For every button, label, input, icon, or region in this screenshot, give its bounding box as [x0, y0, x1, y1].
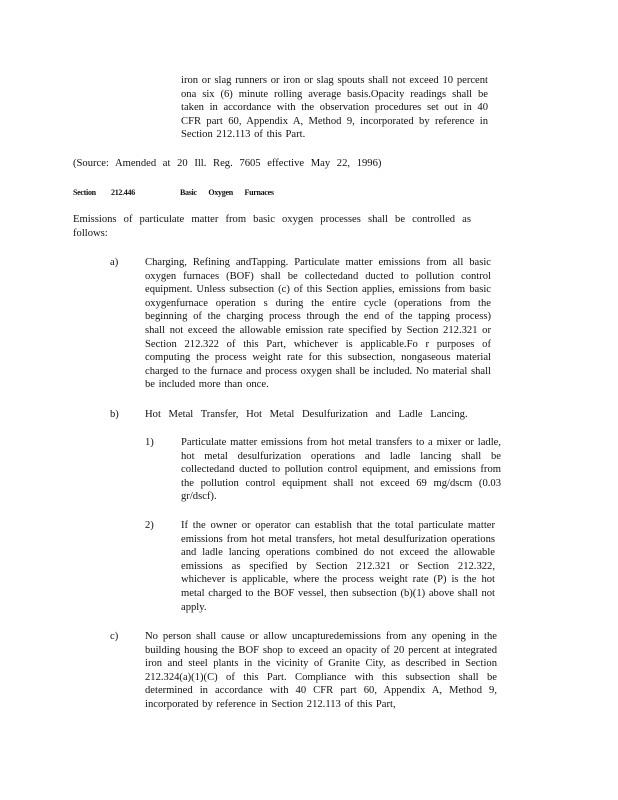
- section-number: 212.446: [111, 188, 135, 197]
- subsection-a-label: a): [110, 257, 119, 268]
- section-title: Basic Oxygen Furnaces: [180, 188, 274, 197]
- subsection-b-heading: Hot Metal Transfer, Hot Metal Desulfurization and Ladle Lancing.: [145, 409, 468, 420]
- item-b2-text: If the owner or operator can establish that the total particulate matter emissions from hot metal transfers, hot metal desulfurization operations and ladle lancing operations combined do not exceed the allowable emissions as specified by Section 212.321 or Section 212.322, whichever is applicable, where the process weight rate (P) is the hot metal charged to the BOF vessel, then subsection (b)(1) above shall not apply.: [181, 520, 495, 613]
- item-b2-label: 2): [145, 520, 154, 531]
- item-b1-label: 1): [145, 437, 154, 448]
- item-b1-text: Particulate matter emissions from hot metal transfers to a mixer or ladle, hot metal desulfurization operations and ladle lancing shall be collectedand ducted to pollution control equipment, and emissions from the pollution control equipment shall not exceed 69 mg/dscm (0.03 gr/dscf).: [181, 437, 501, 503]
- intro-paragraph: Emissions of particulate matter from basic oxygen processes shall be controlled as follows:: [73, 214, 471, 239]
- continuation-paragraph: iron or slag runners or iron or slag spouts shall not exceed 10 percent ona six (6) minute rolling average basis.Opacity readings shall be taken in accordance with the observation procedures set out in 40 CFR part 60, Appendix A, Method 9, incorporated by reference in Section 212.113 of this Part.: [181, 75, 488, 141]
- subsection-c-label: c): [110, 631, 119, 642]
- section-label: Section: [73, 188, 96, 197]
- subsection-c-text: No person shall cause or allow uncapturedemissions from any opening in the building housing the BOF shop to exceed an opacity of 20 percent at integrated iron and steel plants in the vicinity of Granite City, as described in Section 212.324(a)(1)(C) of this Part. Compliance with this subsection shall be determined in accordance with 40 CFR part 60, Appendix A, Method 9, incorporated by reference in Section 212.113 of this Part,: [145, 631, 497, 710]
- subsection-a-text: Charging, Refining andTapping. Particulate matter emissions from all basic oxygen furnaces (BOF) shall be collectedand ducted to pollution control equipment. Unless subsection (c) of this Section applies, emissions from basic oxygenfurnace operation s during the entire cycle (operations from the beginning of the charging process through the end of the tapping process) shall not exceed the allowable emission rate specified by Section 212.321 or Section 212.322 of this Part, whichever is applicable.Fo r purposes of computing the process weight rate for this subsection, nongaseous material charged to the furnace and process oxygen shall be included. No material shall be included more than once.: [145, 257, 491, 391]
- subsection-b-label: b): [110, 409, 119, 420]
- source-note: (Source: Amended at 20 Ill. Reg. 7605 effective May 22, 1996): [73, 158, 382, 169]
- section-heading: [73, 186, 274, 200]
